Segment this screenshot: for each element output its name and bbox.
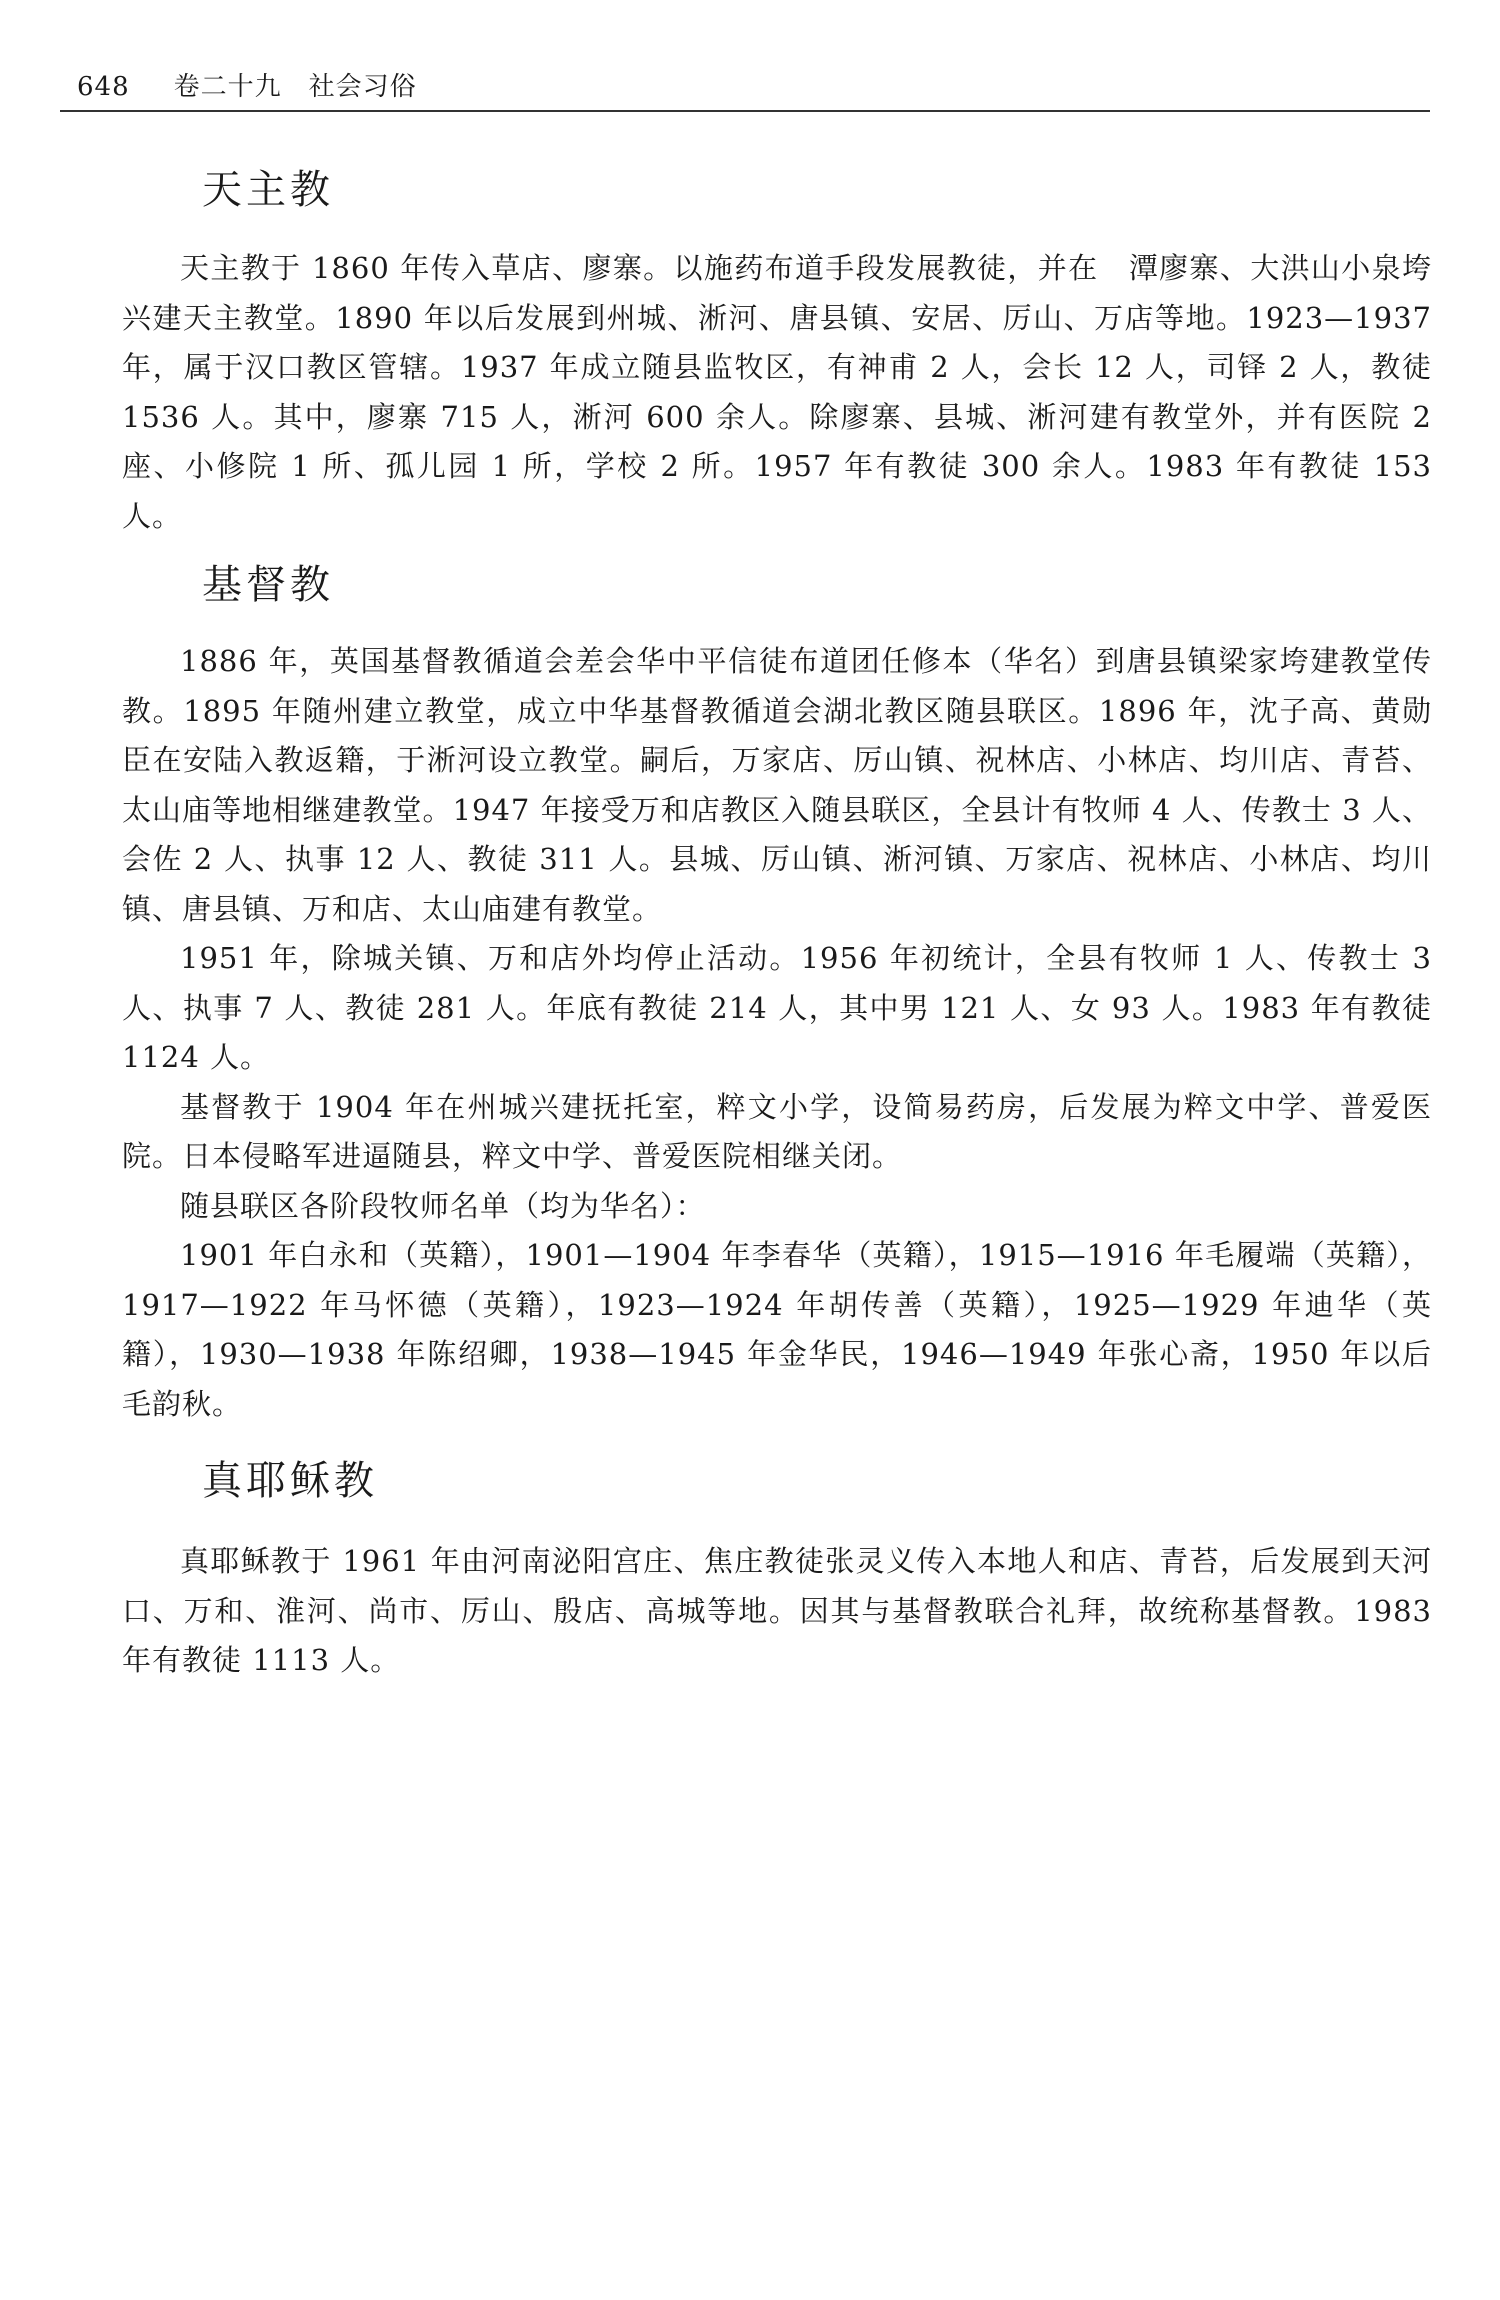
section-title-christianity: 基督教	[202, 562, 334, 608]
section-title-true-jesus-church: 真耶稣教	[202, 1458, 378, 1504]
paragraph: 真耶稣教于 1961 年由河南泌阳宫庄、焦庄教徒张灵义传入本地人和店、青苔，后发展到天河口、万和、淮河、尚市、厉山、殷店、高城等地。因其与基督教联合礼拜，故统称基督教。1983 年有教徒 1113 人。	[122, 1544, 1432, 1677]
paragraph: 1886 年，英国基督教循道会差会华中平信徒布道团任修本（华名）到唐县镇梁家垮建教堂传教。1895 年随州建立教堂，成立中华基督教循道会湖北教区随县联区。1896 年，沈子高、黄勋臣在安陆入教返籍，于淅河设立教堂。嗣后，万家店、厉山镇、祝林店、小林店、均川店、青苔、太山庙等地相继建教堂。1947 年接受万和店教区入随县联区，全县计有牧师 4 人、传教士 3 人、会佐 2 人、执事 12 人、教徒 311 人。县城、厉山镇、淅河镇、万家店、祝林店、小林店、均川镇、唐县镇、万和店、太山庙建有教堂。	[122, 644, 1432, 926]
paragraph: 1901 年白永和（英籍），1901—1904 年李春华（英籍），1915—1916 年毛履端（英籍），1917—1922 年马怀德（英籍），1923—1924 年胡传善（英籍），1925—1929 年迪华（英籍），1930—1938 年陈绍卿，1938—1945 年金华民，1946—1949 年张心斋，1950 年以后毛韵秋。	[122, 1238, 1432, 1421]
section-title-catholicism: 天主教	[202, 167, 334, 213]
document-body	[122, 160, 1432, 1686]
paragraph: 1951 年，除城关镇、万和店外均停止活动。1956 年初统计，全县有牧师 1 人、传教士 3 人、执事 7 人、教徒 281 人。年底有教徒 214 人，其中男 121 人、女 93 人。1983 年有教徒 1124 人。	[122, 941, 1432, 1074]
paragraph: 天主教于 1860 年传入草店、廖寨。以施药布道手段发展教徒，并在 潭廖寨、大洪山小泉垮兴建天主教堂。1890 年以后发展到州城、淅河、唐县镇、安居、厉山、万店等地。1923—1937 年，属于汉口教区管辖。1937 年成立随县监牧区，有神甫 2 人，会长 12 人，司铎 2 人，教徒 1536 人。其中，廖寨 715 人，淅河 600 余人。除廖寨、县城、淅河建有教堂外，并有医院 2 座、小修院 1 所、孤儿园 1 所，学校 2 所。1957 年有教徒 300 余人。1983 年有教徒 153 人。	[122, 251, 1432, 533]
paragraph: 随县联区各阶段牧师名单（均为华名）：	[180, 1188, 706, 1223]
page-number: 648	[77, 72, 130, 102]
header-rule	[60, 110, 1430, 112]
running-head	[77, 66, 417, 103]
paragraph: 基督教于 1904 年在州城兴建抚托室，粹文小学，设简易药房，后发展为粹文中学、普爱医院。日本侵略军进逼随县，粹文中学、普爱医院相继关闭。	[122, 1089, 1432, 1173]
running-title: 卷二十九 社会习俗	[173, 72, 417, 102]
